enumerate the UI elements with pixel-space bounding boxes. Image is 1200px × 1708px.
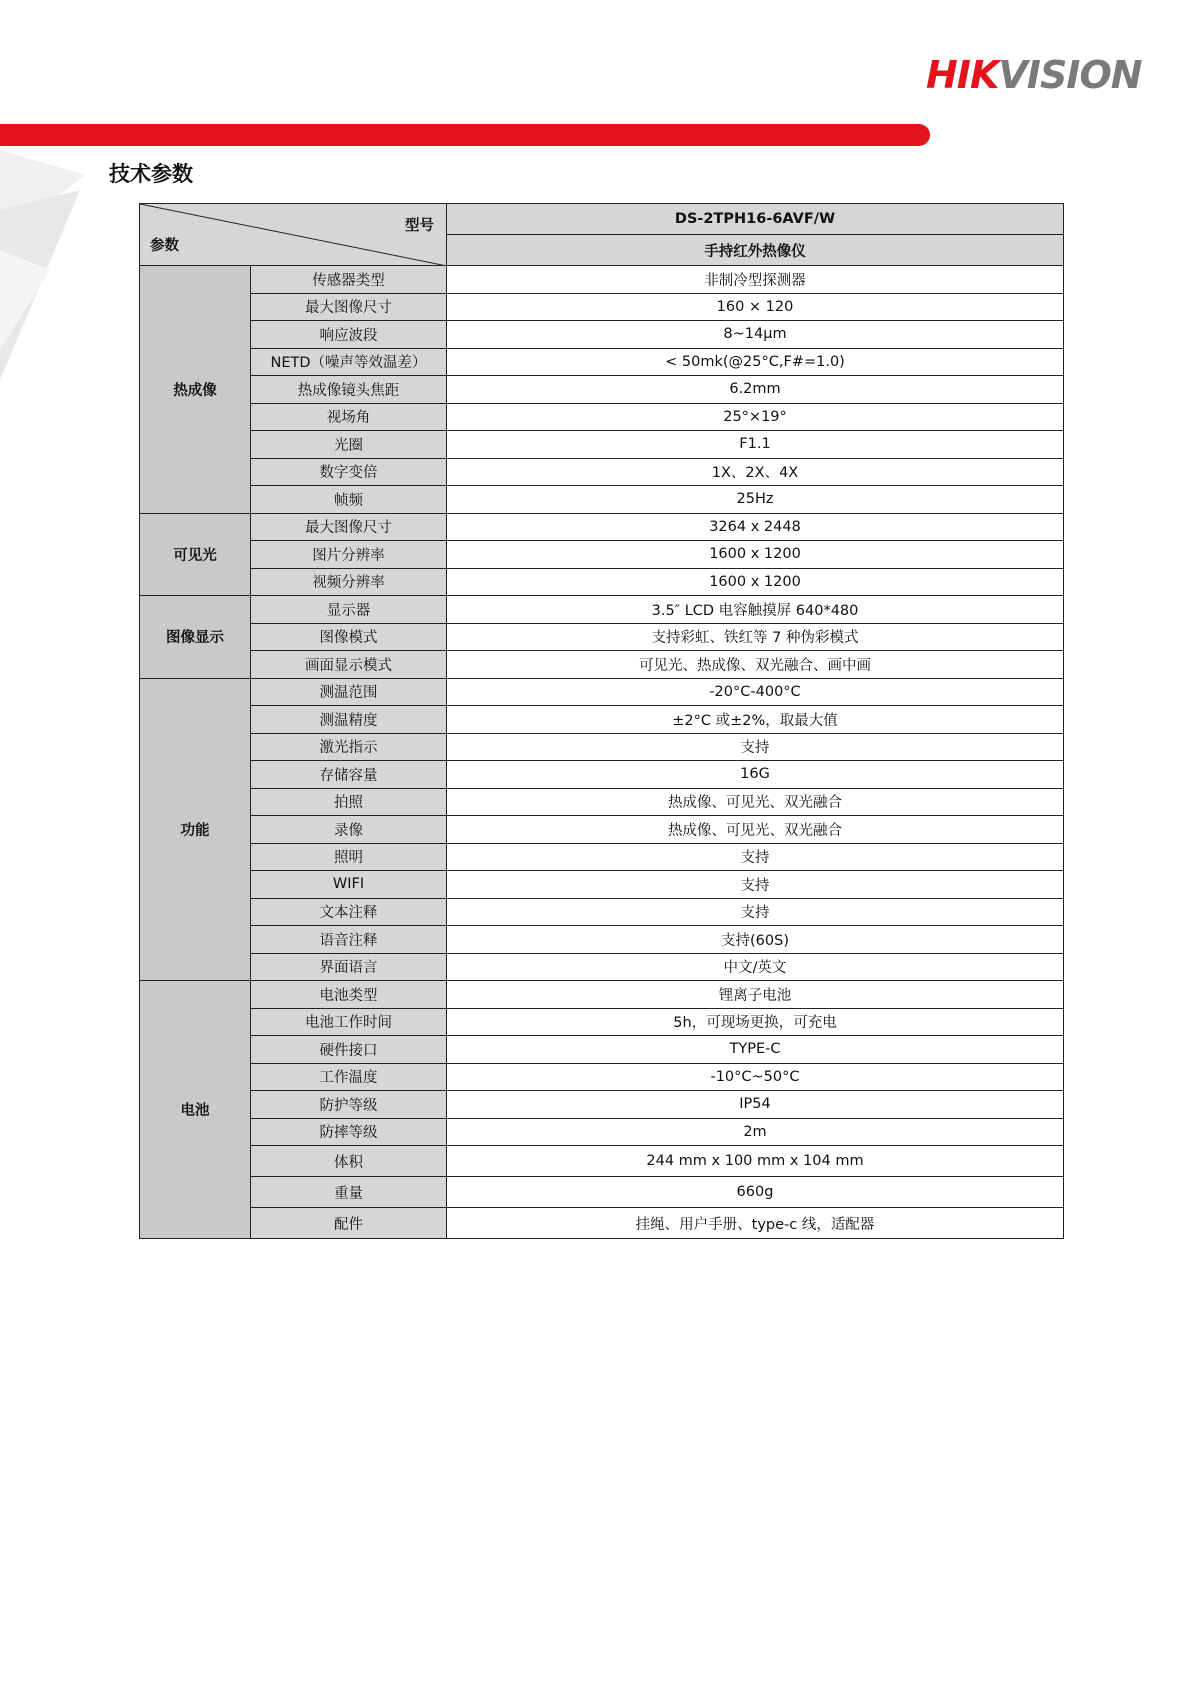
param-cell: 视场角: [251, 403, 447, 431]
value-cell: 中文/英文: [447, 953, 1064, 981]
table-row: [140, 1146, 1064, 1177]
value-cell: 热成像、可见光、双光融合: [447, 816, 1064, 844]
param-cell: 照明: [251, 843, 447, 871]
table-row: [140, 706, 1064, 734]
value-cell: ±2°C 或±2%，取最大值: [447, 706, 1064, 734]
value-cell: 1X、2X、4X: [447, 458, 1064, 486]
value-cell: 1600 x 1200: [447, 541, 1064, 569]
table-row: [140, 348, 1064, 376]
table-row: [140, 678, 1064, 706]
table-row: [140, 651, 1064, 679]
param-cell: 拍照: [251, 788, 447, 816]
value-cell: 可见光、热成像、双光融合、画中画: [447, 651, 1064, 679]
value-cell: IP54: [447, 1091, 1064, 1119]
value-cell: 3264 x 2448: [447, 513, 1064, 541]
corner-label-model: 型号: [405, 218, 434, 234]
value-cell: TYPE-C: [447, 1036, 1064, 1064]
diagonal-line: [140, 204, 447, 266]
value-cell: 3.5″ LCD 电容触摸屏 640*480: [447, 596, 1064, 624]
table-row: [140, 568, 1064, 596]
table-row: [140, 926, 1064, 954]
table-row: [140, 293, 1064, 321]
table-corner-cell: [140, 204, 447, 266]
table-row: [140, 376, 1064, 404]
model-number-cell: DS-2TPH16-6AVF/W: [447, 204, 1064, 235]
value-cell: 支持彩虹、铁红等 7 种伪彩模式: [447, 623, 1064, 651]
table-row: [140, 1091, 1064, 1119]
param-cell: 防摔等级: [251, 1118, 447, 1146]
table-row: [140, 871, 1064, 899]
table-row: [140, 458, 1064, 486]
value-cell: 支持: [447, 898, 1064, 926]
value-cell: 16G: [447, 761, 1064, 789]
table-row: [140, 733, 1064, 761]
table-row: [140, 1063, 1064, 1091]
table-row: [140, 266, 1064, 294]
hikvision-logo: [926, 52, 1146, 98]
table-row: [140, 761, 1064, 789]
value-cell: 2m: [447, 1118, 1064, 1146]
value-cell: 25°×19°: [447, 403, 1064, 431]
param-cell: 存储容量: [251, 761, 447, 789]
value-cell: 支持(60S): [447, 926, 1064, 954]
table-row: [140, 431, 1064, 459]
param-cell: 防护等级: [251, 1091, 447, 1119]
table-row: [140, 1008, 1064, 1036]
table-row: [140, 981, 1064, 1009]
decorative-graphic: [0, 150, 90, 390]
param-cell: 激光指示: [251, 733, 447, 761]
table-row: [140, 486, 1064, 514]
param-cell: 重量: [251, 1177, 447, 1208]
param-cell: 录像: [251, 816, 447, 844]
logo-hik-text: HIK: [926, 53, 999, 97]
param-cell: 帧频: [251, 486, 447, 514]
param-cell: 显示器: [251, 596, 447, 624]
value-cell: < 50mk(@25°C,F#=1.0): [447, 348, 1064, 376]
category-cell: 热成像: [140, 266, 251, 514]
category-cell: 可见光: [140, 513, 251, 596]
value-cell: 1600 x 1200: [447, 568, 1064, 596]
value-cell: 244 mm x 100 mm x 104 mm: [447, 1146, 1064, 1177]
param-cell: 语音注释: [251, 926, 447, 954]
header-red-bar: [0, 124, 930, 146]
value-cell: 660g: [447, 1177, 1064, 1208]
value-cell: 5h，可现场更换，可充电: [447, 1008, 1064, 1036]
value-cell: 热成像、可见光、双光融合: [447, 788, 1064, 816]
value-cell: 非制冷型探测器: [447, 266, 1064, 294]
value-cell: 锂离子电池: [447, 981, 1064, 1009]
param-cell: 电池工作时间: [251, 1008, 447, 1036]
table-row: [140, 843, 1064, 871]
category-cell: 电池: [140, 981, 251, 1239]
category-cell: 图像显示: [140, 596, 251, 679]
param-cell: 响应波段: [251, 321, 447, 349]
param-cell: NETD（噪声等效温差）: [251, 348, 447, 376]
param-cell: 硬件接口: [251, 1036, 447, 1064]
param-cell: 文本注释: [251, 898, 447, 926]
param-cell: 图像模式: [251, 623, 447, 651]
param-cell: 体积: [251, 1146, 447, 1177]
table-row: [140, 816, 1064, 844]
param-cell: 光圈: [251, 431, 447, 459]
table-row: [140, 596, 1064, 624]
param-cell: 工作温度: [251, 1063, 447, 1091]
param-cell: 电池类型: [251, 981, 447, 1009]
product-name-cell: 手持红外热像仪: [447, 235, 1064, 266]
spec-table: [139, 203, 1064, 1239]
table-row: [140, 788, 1064, 816]
table-row: [140, 623, 1064, 651]
table-row: [140, 541, 1064, 569]
value-cell: 挂绳、用户手册、type-c 线，适配器: [447, 1208, 1064, 1239]
corner-label-param: 参数: [150, 238, 179, 254]
param-cell: 界面语言: [251, 953, 447, 981]
value-cell: -10°C~50°C: [447, 1063, 1064, 1091]
param-cell: WIFI: [251, 871, 447, 899]
param-cell: 最大图像尺寸: [251, 513, 447, 541]
value-cell: 支持: [447, 733, 1064, 761]
param-cell: 配件: [251, 1208, 447, 1239]
value-cell: F1.1: [447, 431, 1064, 459]
param-cell: 测温精度: [251, 706, 447, 734]
table-row: [140, 321, 1064, 349]
logo-vision-text: VISION: [998, 53, 1142, 97]
param-cell: 最大图像尺寸: [251, 293, 447, 321]
value-cell: 160 × 120: [447, 293, 1064, 321]
value-cell: 8~14μm: [447, 321, 1064, 349]
section-title: 技术参数: [109, 162, 193, 186]
value-cell: 支持: [447, 843, 1064, 871]
table-row: [140, 1118, 1064, 1146]
category-cell: 功能: [140, 678, 251, 981]
value-cell: 6.2mm: [447, 376, 1064, 404]
param-cell: 热成像镜头焦距: [251, 376, 447, 404]
value-cell: 25Hz: [447, 486, 1064, 514]
param-cell: 画面显示模式: [251, 651, 447, 679]
table-row: [140, 513, 1064, 541]
param-cell: 数字变倍: [251, 458, 447, 486]
table-row: [140, 953, 1064, 981]
param-cell: 图片分辨率: [251, 541, 447, 569]
table-row: [140, 1036, 1064, 1064]
table-row: [140, 1177, 1064, 1208]
value-cell: -20°C-400°C: [447, 678, 1064, 706]
table-row: [140, 1208, 1064, 1239]
table-row: [140, 403, 1064, 431]
table-row: [140, 898, 1064, 926]
param-cell: 测温范围: [251, 678, 447, 706]
value-cell: 支持: [447, 871, 1064, 899]
param-cell: 视频分辨率: [251, 568, 447, 596]
param-cell: 传感器类型: [251, 266, 447, 294]
